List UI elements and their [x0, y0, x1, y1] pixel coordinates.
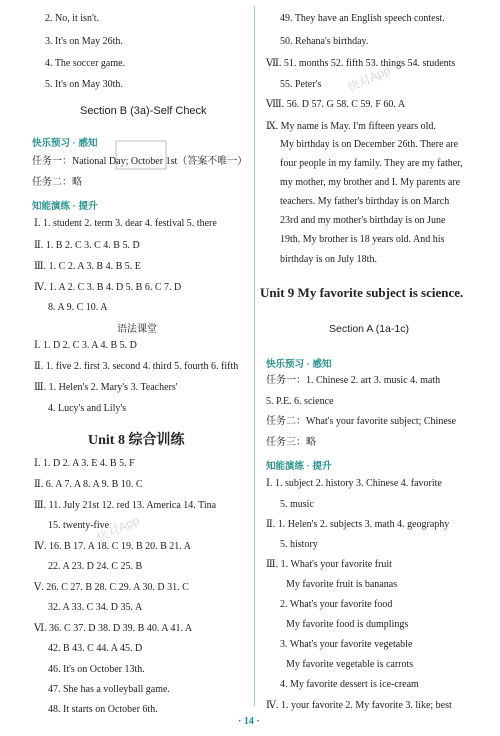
passage-line: four people in my family. They are my father,: [280, 158, 463, 169]
answer-line: 49. They have an English speech contest.: [280, 13, 445, 24]
answer-line: Ⅱ. 1. Helen's 2. subjects 3. math 4. geography: [266, 519, 450, 530]
answer-line: My favorite food is dumplings: [286, 619, 409, 630]
answer-line: Ⅰ. 1. subject 2. history 3. Chinese 4. favorite: [266, 478, 442, 489]
answer-line: Ⅷ. 56. D 57. G 58. C 59. F 60. A: [266, 99, 406, 110]
answer-line: 32. A 33. C 34. D 35. A: [48, 602, 143, 613]
answer-line: 3. It's on May 26th.: [45, 36, 123, 47]
unit-heading: Unit 8 综合训练: [88, 433, 185, 448]
passage-line: teachers. My father's birthday is on March: [280, 196, 450, 207]
watermark-text: 快对App: [345, 63, 393, 95]
answer-line: 5. It's on May 30th.: [45, 79, 123, 90]
answer-line: Ⅰ. 1. D 2. A 3. E 4. B 5. F: [34, 458, 135, 469]
answer-line: Ⅵ. 36. C 37. D 38. D 39. B 40. A 41. A: [34, 623, 193, 634]
answer-line: Ⅳ. 1. your favorite 2. My favorite 3. like; best: [266, 700, 452, 711]
answer-line: 4. Lucy's and Lily's: [48, 403, 127, 414]
answer-line: 8. A 9. C 10. A: [48, 302, 108, 313]
answer-line: My favorite fruit is bananas: [286, 579, 398, 590]
unit-heading: Unit 9 My favorite subject is science.: [260, 285, 464, 300]
answer-line: Ⅲ. 1. Helen's 2. Mary's 3. Teachers': [34, 382, 178, 393]
section-heading: Section B (3a)-Self Check: [80, 105, 207, 117]
passage-line: my mother, my brother and I. My parents are: [280, 177, 461, 188]
answer-line: Ⅱ. 1. five 2. first 3. second 4. third 5. fourth 6. fifth: [34, 361, 239, 372]
answer-line: 5. history: [280, 539, 318, 550]
answer-line: 2. What's your favorite food: [280, 599, 393, 610]
section-tag: 知能演练 · 提升: [266, 461, 332, 472]
watermark-text: 快对App: [94, 513, 142, 545]
answer-line: 48. It starts on October 6th.: [48, 704, 158, 715]
answer-line: 4. The soccer game.: [45, 58, 126, 69]
task-line: 5. P.E. 6. science: [266, 396, 334, 407]
passage-line: 23rd and my mother's birthday is on June: [280, 215, 446, 226]
section-heading: Section A (1a-1c): [329, 323, 409, 335]
answer-line: 50. Rehana's birthday.: [280, 36, 369, 47]
answer-line: 15. twenty-five: [48, 520, 110, 531]
answer-line: Ⅰ. 1. student 2. term 3. dear 4. festival 5. there: [34, 218, 217, 229]
answer-line: Ⅰ. 1. D 2. C 3. A 4. B 5. D: [34, 340, 137, 351]
passage-line: 19th. My brother is 18 years old. And his: [280, 234, 445, 245]
answer-line: Ⅳ. 16. B 17. A 18. C 19. B 20. B 21. A: [34, 541, 191, 552]
answer-line: Ⅲ. 11. July 21st 12. red 13. America 14. Tina: [34, 500, 217, 511]
answer-line: 4. My favorite dessert is ice-cream: [280, 679, 419, 690]
answer-line: 46. It's on October 13th.: [48, 664, 145, 675]
answer-line: 2. No, it isn't.: [45, 13, 100, 24]
answer-line: Ⅲ. 1. C 2. A 3. B 4. B 5. E: [34, 261, 141, 272]
answer-line: 47. She has a volleyball game.: [48, 684, 170, 695]
answer-line: 5. music: [280, 499, 314, 510]
section-tag: 知能演练 · 提升: [32, 201, 98, 212]
section-tag: 快乐预习 · 感知: [266, 359, 332, 370]
answer-line: Ⅴ. 26. C 27. B 28. C 29. A 30. D 31. C: [34, 582, 189, 593]
answer-line: 22. A 23. D 24. C 25. B: [48, 561, 143, 572]
passage-line: birthday is on July 18th.: [280, 254, 377, 265]
answer-line: Ⅶ. 51. months 52. fifth 53. things 54. students: [266, 58, 456, 69]
column-divider: [254, 6, 255, 706]
answer-line: My favorite vegetable is carrots: [286, 659, 414, 670]
answer-line: Ⅱ. 1. B 2. C 3. C 4. B 5. D: [34, 240, 140, 251]
answer-line: 42. B 43. C 44. A 45. D: [48, 643, 143, 654]
task-line: 任务二：What's your favorite subject; Chinese: [266, 416, 457, 427]
grammar-heading: 语法课堂: [117, 324, 157, 335]
section-tag: 快乐预习 · 感知: [32, 138, 98, 149]
answer-line: Ⅲ. 1. What's your favorite fruit: [266, 559, 392, 570]
task-line: 任务一：National Day; October 1st（答案不唯一）: [32, 156, 248, 167]
task-line: 任务二：略: [32, 177, 82, 188]
task-line: 任务一：1. Chinese 2. art 3. music 4. math: [266, 375, 441, 386]
answer-line: 3. What's your favorite vegetable: [280, 639, 413, 650]
answer-line: Ⅳ. 1. A 2. C 3. B 4. D 5. B 6. C 7. D: [34, 282, 182, 293]
task-line: 任务三：略: [266, 437, 316, 448]
passage-line: My birthday is on December 26th. There are: [280, 139, 459, 150]
answer-line: 55. Peter's: [280, 79, 322, 90]
passage-line: Ⅸ. My name is May. I'm fifteen years old.: [266, 121, 436, 132]
answer-line: Ⅱ. 6. A 7. A 8. A 9. B 10. C: [34, 479, 143, 490]
page-number: · 14 ·: [238, 716, 260, 727]
